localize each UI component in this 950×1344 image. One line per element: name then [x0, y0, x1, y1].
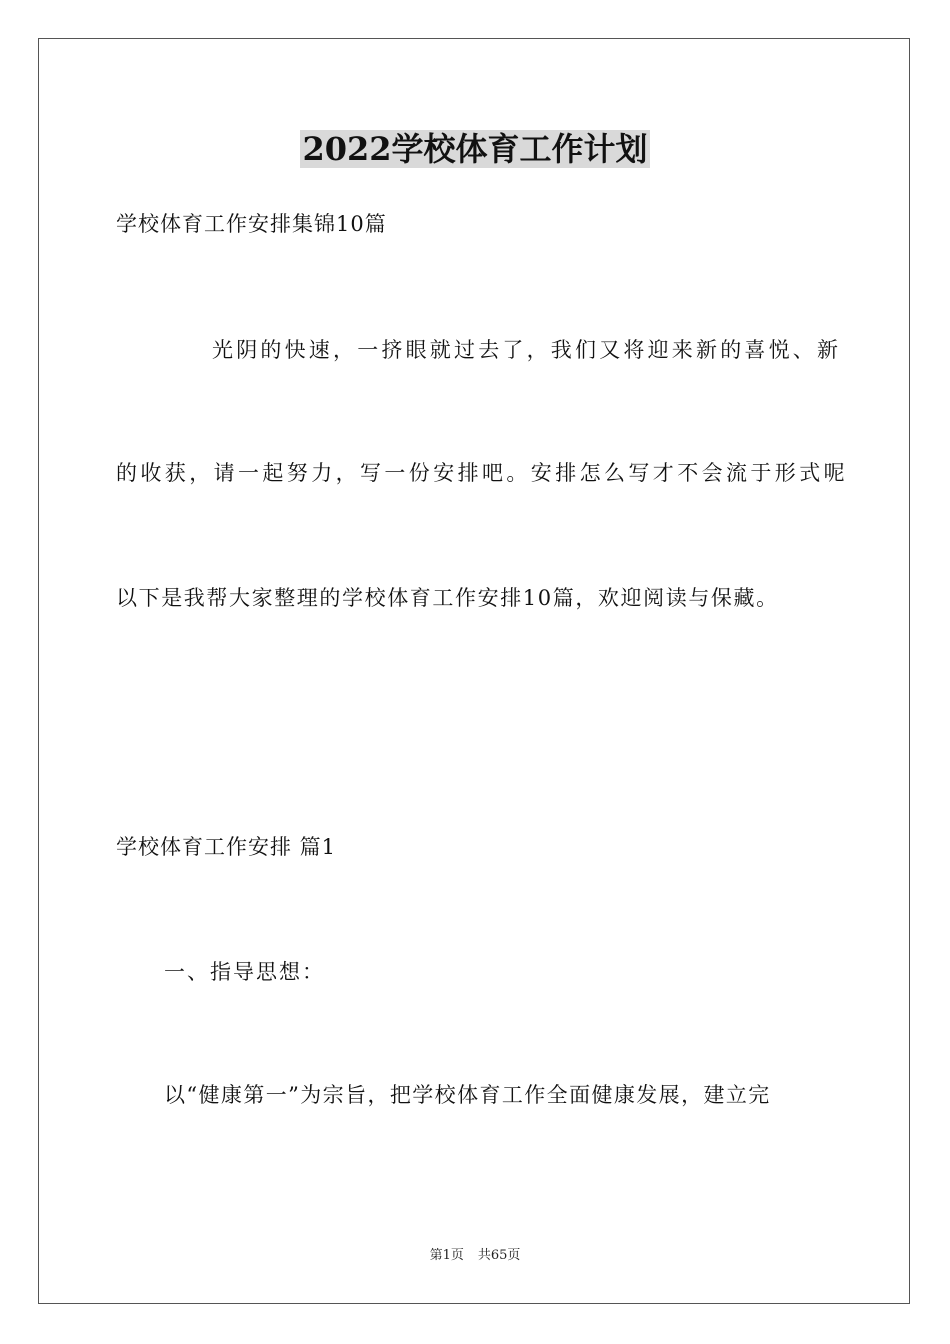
document-subtitle: 学校体育工作安排集锦10篇 [116, 212, 387, 236]
page-total: 共65页 [477, 1248, 521, 1263]
section-heading: 学校体育工作安排 篇1 [116, 835, 337, 859]
body-line: 以“健康第一”为宗旨，把学校体育工作全面健康发展，建立完 [164, 1083, 771, 1107]
intro-line-3: 以下是我帮大家整理的学校体育工作安排10篇，欢迎阅读与保藏。 [116, 586, 779, 610]
guide-heading: 一、指导思想： [164, 960, 325, 984]
document-title [0, 124, 950, 174]
intro-line-1: 光阴的快速，一挤眼就过去了，我们又将迎来新的喜悦、新 [212, 338, 842, 362]
page-footer [0, 1247, 950, 1265]
intro-line-2: 的收获，请一起努力，写一份安排吧。安排怎么写才不会流于形式呢 [116, 461, 848, 485]
document-title-text: 2022学校体育工作计划 [302, 130, 648, 168]
page-current: 第1页 [429, 1248, 464, 1263]
